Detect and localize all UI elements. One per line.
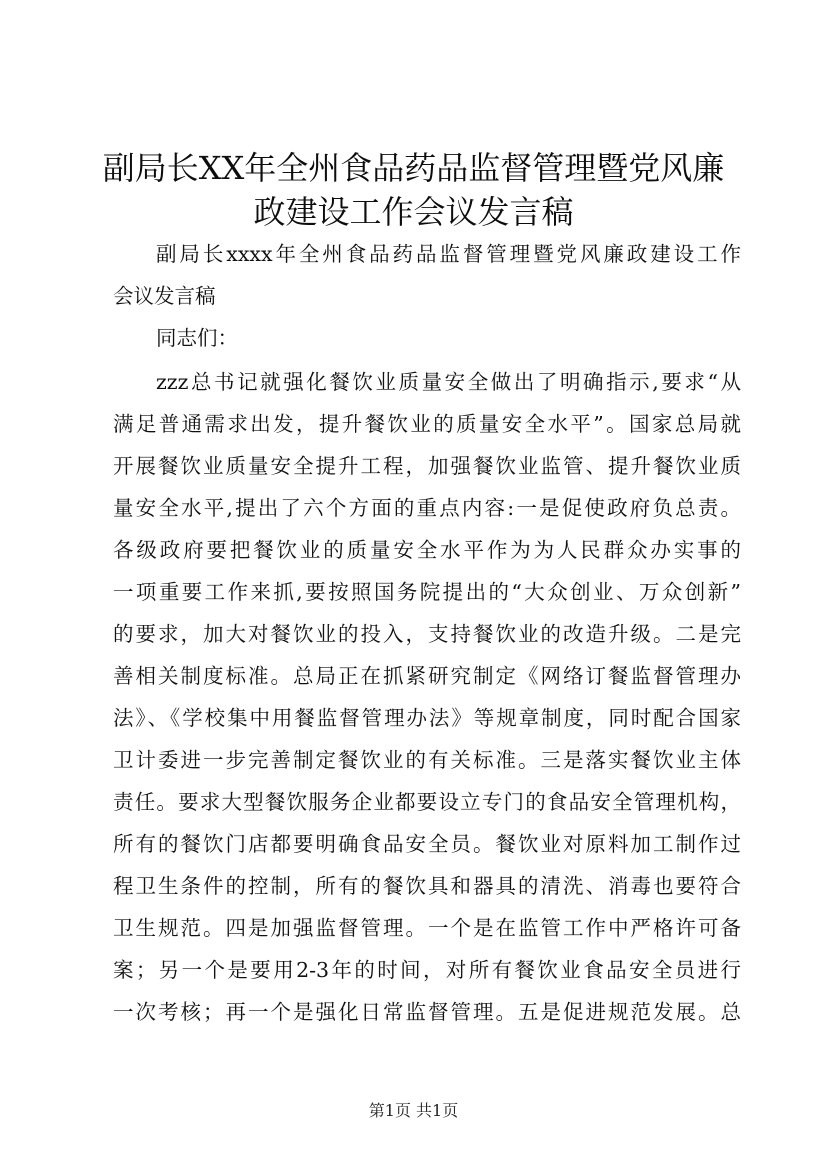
body-paragraph-line: 各级政府要把餐饮业的质量安全水平作为为人民群众办实事的 xyxy=(113,538,741,562)
body-paragraph-line: 会议发言稿 xyxy=(113,284,216,308)
body-paragraph-line: 的要求，加大对餐饮业的投入，支持餐饮业的改造升级。二是完 xyxy=(113,622,741,646)
body-paragraph-line: 满足普通需求出发，提升餐饮业的质量安全水平”。国家总局就 xyxy=(113,412,741,436)
document-title-line-2: 政建设工作会议发言稿 xyxy=(253,193,574,231)
body-paragraph-line: 卫计委进一步完善制定餐饮业的有关标准。三是落实餐饮业主体 xyxy=(113,748,741,772)
body-paragraph-line: 一次考核；再一个是强化日常监督管理。五是促进规范发展。总 xyxy=(113,1000,741,1024)
body-paragraph-line: 量安全水平,提出了六个方面的重点内容:一是促使政府负总责。 xyxy=(113,496,741,520)
body-paragraph-line: 一项重要工作来抓,要按照国务院提出的“大众创业、万众创新” xyxy=(113,580,741,604)
body-paragraph-line: 案；另一个是要用2-3年的时间，对所有餐饮业食品安全员进行 xyxy=(113,958,741,982)
body-paragraph-line: 责任。要求大型餐饮服务企业都要设立专门的食品安全管理机构， xyxy=(113,790,741,814)
body-paragraph-line: 所有的餐饮门店都要明确食品安全员。餐饮业对原料加工制作过 xyxy=(113,832,741,856)
body-paragraph-line: 卫生规范。四是加强监督管理。一个是在监管工作中严格许可备 xyxy=(113,916,741,940)
body-paragraph-line: 善相关制度标准。总局正在抓紧研究制定《网络订餐监督管理办 xyxy=(113,664,741,688)
body-paragraph-line: 法》、《学校集中用餐监督管理办法》等规章制度，同时配合国家 xyxy=(113,706,741,730)
document-title-line-1: 副局长XX年全州食品药品监督管理暨党风廉 xyxy=(102,149,725,187)
body-paragraph-line: zzz总书记就强化餐饮业质量安全做出了明确指示,要求“从 xyxy=(156,370,741,394)
body-paragraph-line: 程卫生条件的控制，所有的餐饮具和器具的清洗、消毒也要符合 xyxy=(113,874,741,898)
body-paragraph-line: 副局长xxxx年全州食品药品监督管理暨党风廉政建设工作 xyxy=(156,242,741,266)
salutation: 同志们： xyxy=(156,326,238,350)
body-paragraph-line: 开展餐饮业质量安全提升工程，加强餐饮业监管、提升餐饮业质 xyxy=(113,454,741,478)
page-number-footer: 第1页 共1页 xyxy=(368,1101,459,1120)
